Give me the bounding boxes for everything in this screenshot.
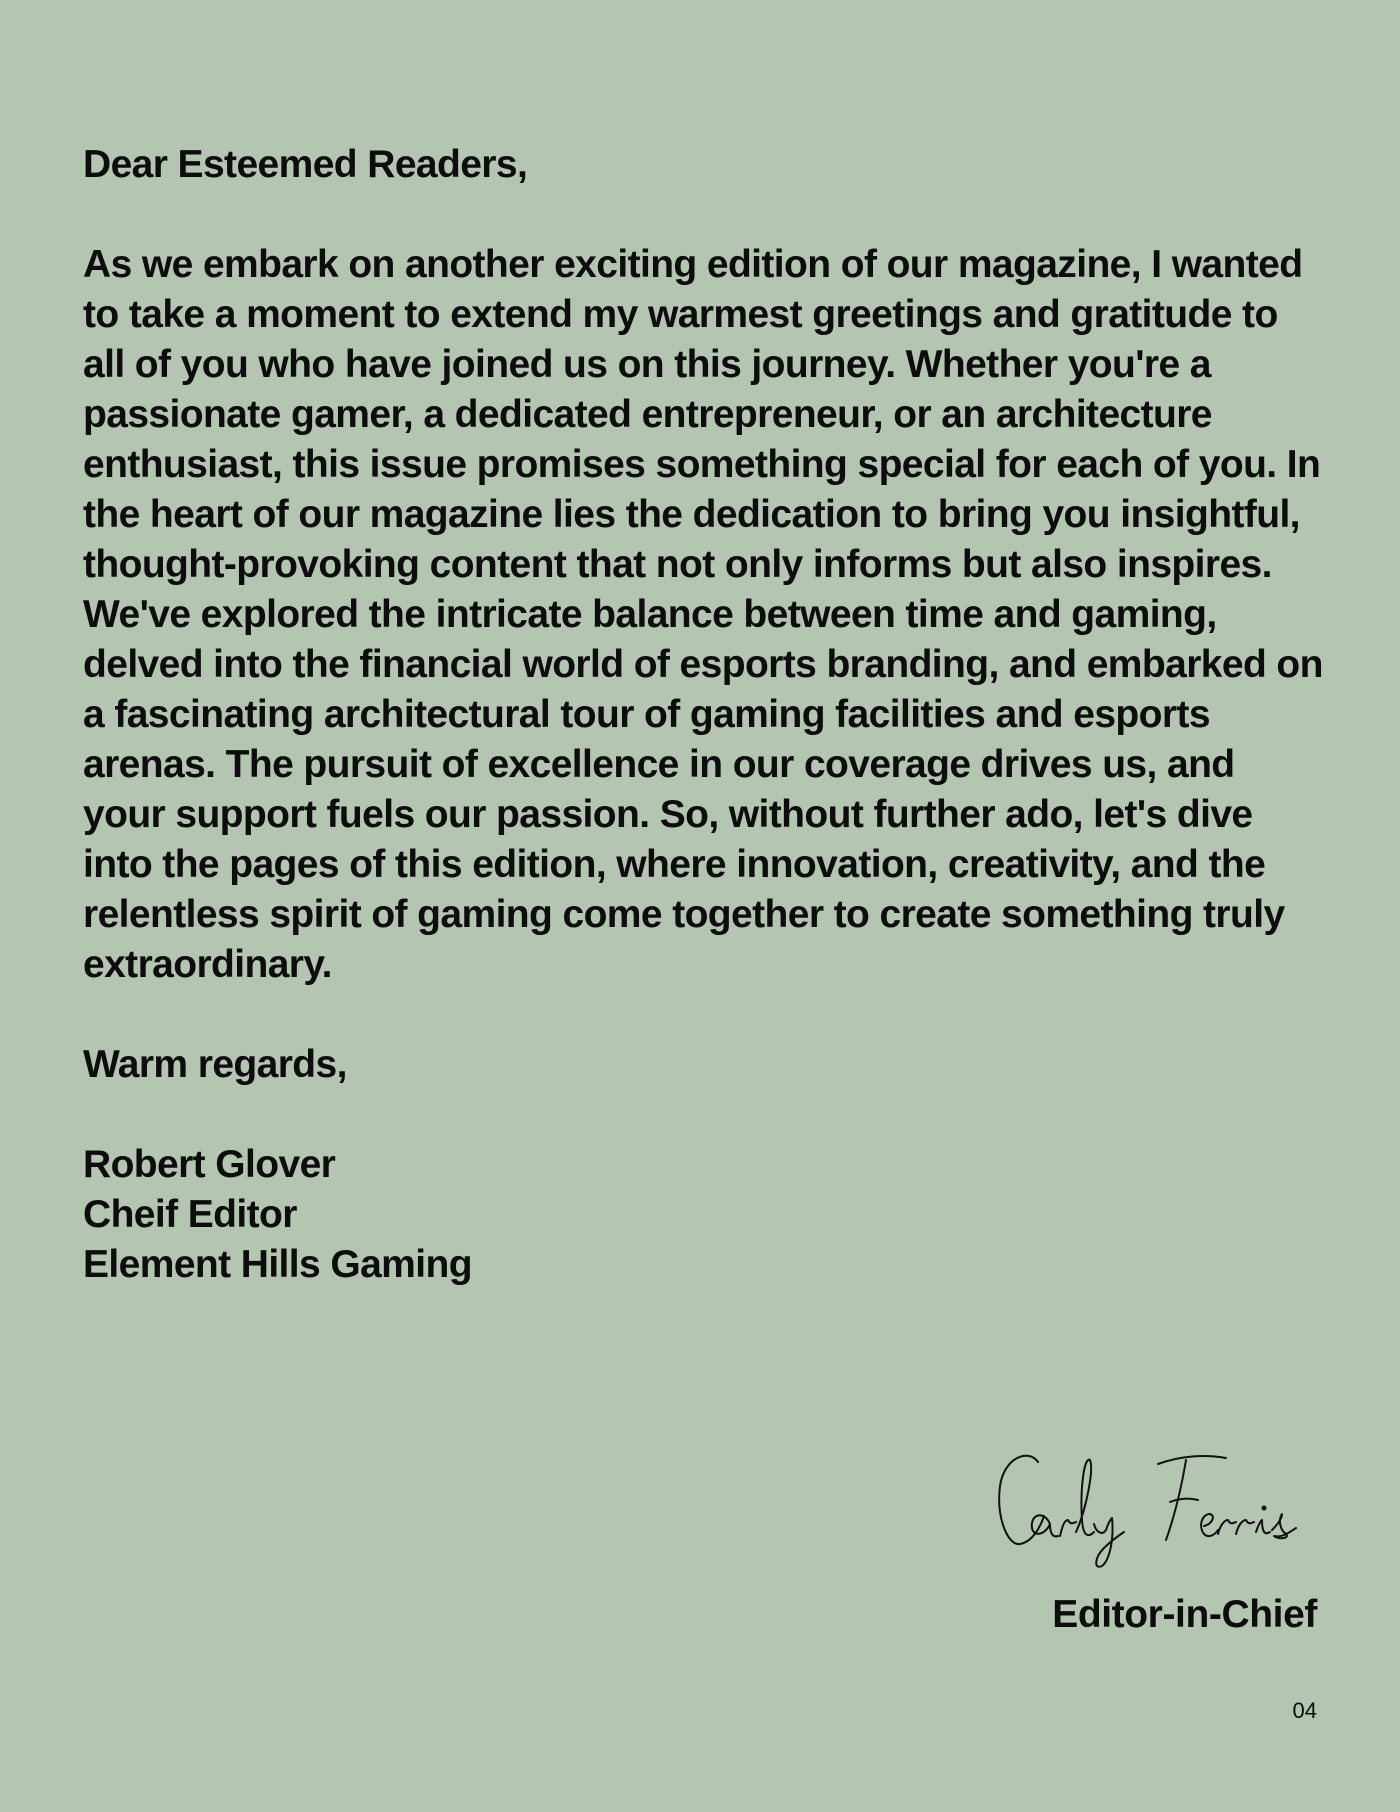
sender-organization: Element Hills Gaming xyxy=(83,1243,472,1286)
letter-body: As we embark on another exciting edition of our magazine, I wanted to take a moment to extend my warmest greetings and gratitude to all of you who have joined us on this journey. Whether you're a passionate gamer, a dedicated entrepreneur, or an architecture enthusiast, this issue promises something special for each of you. In the heart of our magazine lies the dedication to bring you insightful, thought-provoking content that not only informs but also inspires. We've explored the intricate balance between time and gaming, delved into the financial world of esports branding, and embarked on a fascinating architectural tour of gaming facilities and esports arenas. The pursuit of excellence in our coverage drives us, and your support fuels our passion. So, without further ado, let's dive into the pages of this edition, where innovation, creativity, and the relentless spirit of gaming come together to create something truly extraordinary. xyxy=(83,243,1323,986)
letter-salutation: Dear Esteemed Readers, xyxy=(83,143,528,186)
sender-title: Cheif Editor xyxy=(83,1193,297,1236)
signature-graphic xyxy=(990,1440,1350,1580)
sender-block xyxy=(83,1140,1343,1290)
handwritten-signature xyxy=(990,1440,1350,1580)
letter-closing: Warm regards, xyxy=(83,1043,347,1086)
page-number: 04 xyxy=(1292,1698,1317,1723)
editor-letter xyxy=(83,140,1343,1290)
sender-name: Robert Glover xyxy=(83,1143,336,1186)
signature-role: Editor-in-Chief xyxy=(1052,1593,1317,1636)
